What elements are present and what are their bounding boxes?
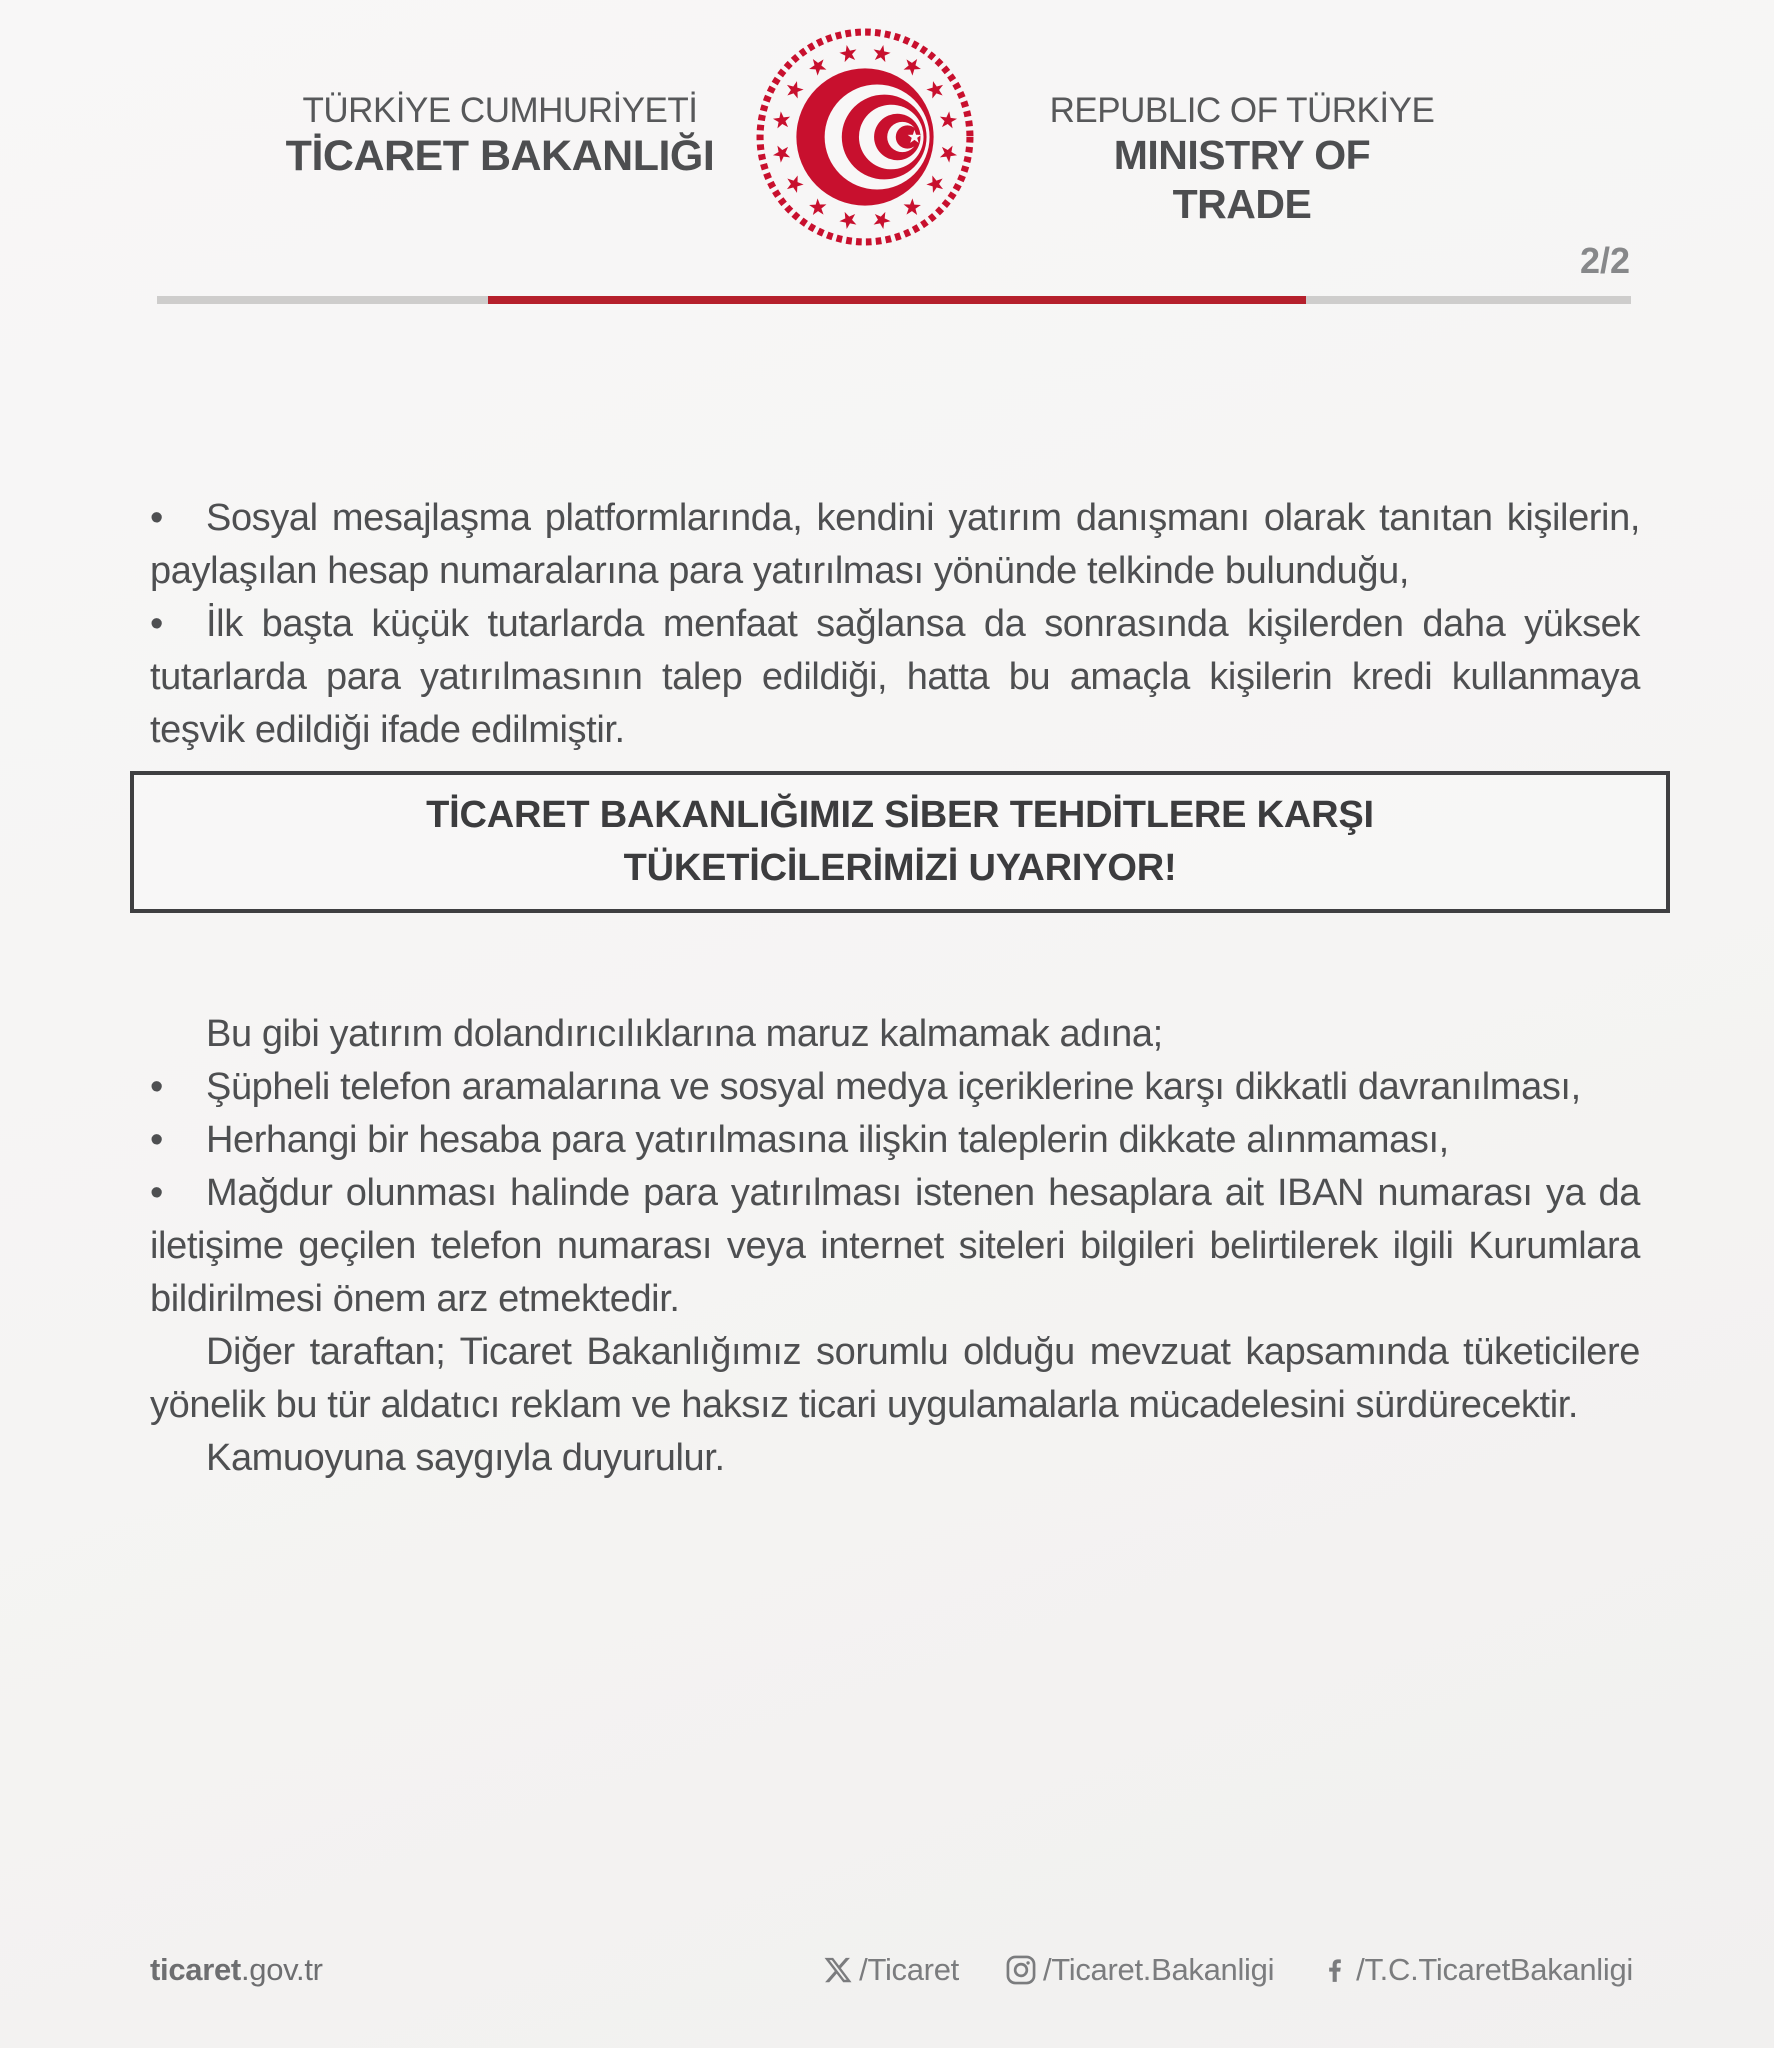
page-number: 2/2 — [1579, 240, 1630, 281]
body-content — [150, 492, 1640, 1485]
body-paragraph — [150, 1008, 1640, 1061]
social-handle: /Ticaret.Bakanligi — [1042, 1952, 1275, 1987]
instagram-icon — [1005, 1954, 1037, 1986]
warning-title-line2: TÜKETİCİLERİMİZİ UYARIYOR! — [623, 847, 1177, 889]
bullet-paragraph — [150, 1114, 1640, 1167]
social-handle: /Ticaret — [859, 1952, 959, 1987]
paragraph-text: Diğer taraftan; Ticaret Bakanlığımız sorumlu olduğu mevzuat kapsamında tüketicilere yönelik bu tür aldatıcı reklam ve haksız ticari uygulamalarla mücadelesini sürdürecektir. — [150, 1331, 1640, 1426]
bullet-marker: • — [150, 1172, 163, 1214]
social-facebook — [1320, 1952, 1633, 1988]
org-country-en: REPUBLIC OF TÜRKİYE — [1049, 91, 1435, 130]
facebook-icon — [1320, 1955, 1350, 1985]
bullet-marker: • — [150, 603, 163, 645]
paragraph-text: Şüpheli telefon aramalarına ve sosyal medya içeriklerine karşı dikkatli davranılması, — [206, 1066, 1581, 1108]
paragraph-text: Sosyal mesajlaşma platformlarında, kendini yatırım danışmanı olarak tanıtan kişilerin, paylaşılan hesap numaralarına para yatırılması yönünde telkinde bulunduğu, — [150, 497, 1640, 592]
footer — [0, 1940, 1774, 2000]
paragraph-text: Kamuoyuna saygıyla duyurulur. — [206, 1437, 725, 1479]
paragraph-text: Bu gibi yatırım dolandırıcılıklarına maruz kalmamak adına; — [206, 1013, 1163, 1055]
header-org-english — [1042, 90, 1442, 228]
header-divider — [157, 296, 1631, 304]
social-handle: /T.C.TicaretBakanligi — [1356, 1952, 1633, 1987]
social-instagram — [1005, 1952, 1274, 1988]
org-country-tr: TÜRKİYE CUMHURİYETİ — [302, 91, 698, 130]
paragraph-text: Mağdur olunması halinde para yatırılması istenen hesaplara ait IBAN numarası ya da iletişime geçilen telefon numarası veya internet siteleri bilgileri belirtilerek ilgili Kurumlara bildirilmesi önem arz etmektedir. — [150, 1172, 1640, 1320]
paragraph-text: Herhangi bir hesaba para yatırılmasına ilişkin taleplerin dikkate alınmaması, — [206, 1119, 1449, 1161]
divider-red-segment — [488, 296, 1306, 304]
website-url-bold: ticaret — [150, 1952, 241, 1987]
org-ministry-tr: TİCARET BAKANLIĞI — [285, 132, 715, 181]
bullet-paragraph — [150, 492, 1640, 598]
org-ministry-en: MINISTRY OF TRADE — [1113, 132, 1371, 227]
x-icon — [823, 1955, 853, 1985]
bullet-marker: • — [150, 1119, 163, 1161]
closing-paragraph — [150, 1432, 1640, 1485]
warning-box — [130, 771, 1670, 913]
bullet-paragraph — [150, 1167, 1640, 1326]
social-x — [823, 1952, 959, 1988]
social-links — [823, 1952, 1633, 1988]
bullet-marker: • — [150, 497, 163, 539]
body-paragraph — [150, 1326, 1640, 1432]
warning-title-line1: TİCARET BAKANLIĞIMIZ SİBER TEHDİTLERE KARŞI — [426, 794, 1374, 836]
website-url-rest: .gov.tr — [240, 1952, 323, 1987]
header-org-turkish — [250, 90, 750, 182]
website-url — [150, 1952, 323, 1988]
paragraph-text: İlk başta küçük tutarlarda menfaat sağlansa da sonrasında kişilerden daha yüksek tutarlarda para yatırılmasının talep edildiği, hatta bu amaçla kişilerin kredi kullanmaya teşvik edildiği ifade edilmiştir. — [150, 603, 1640, 751]
bullet-marker: • — [150, 1066, 163, 1108]
bullet-paragraph — [150, 598, 1640, 757]
bullet-paragraph — [150, 1061, 1640, 1114]
ministry-emblem-icon — [754, 26, 976, 248]
ministry-of-trade-logo — [754, 26, 976, 248]
